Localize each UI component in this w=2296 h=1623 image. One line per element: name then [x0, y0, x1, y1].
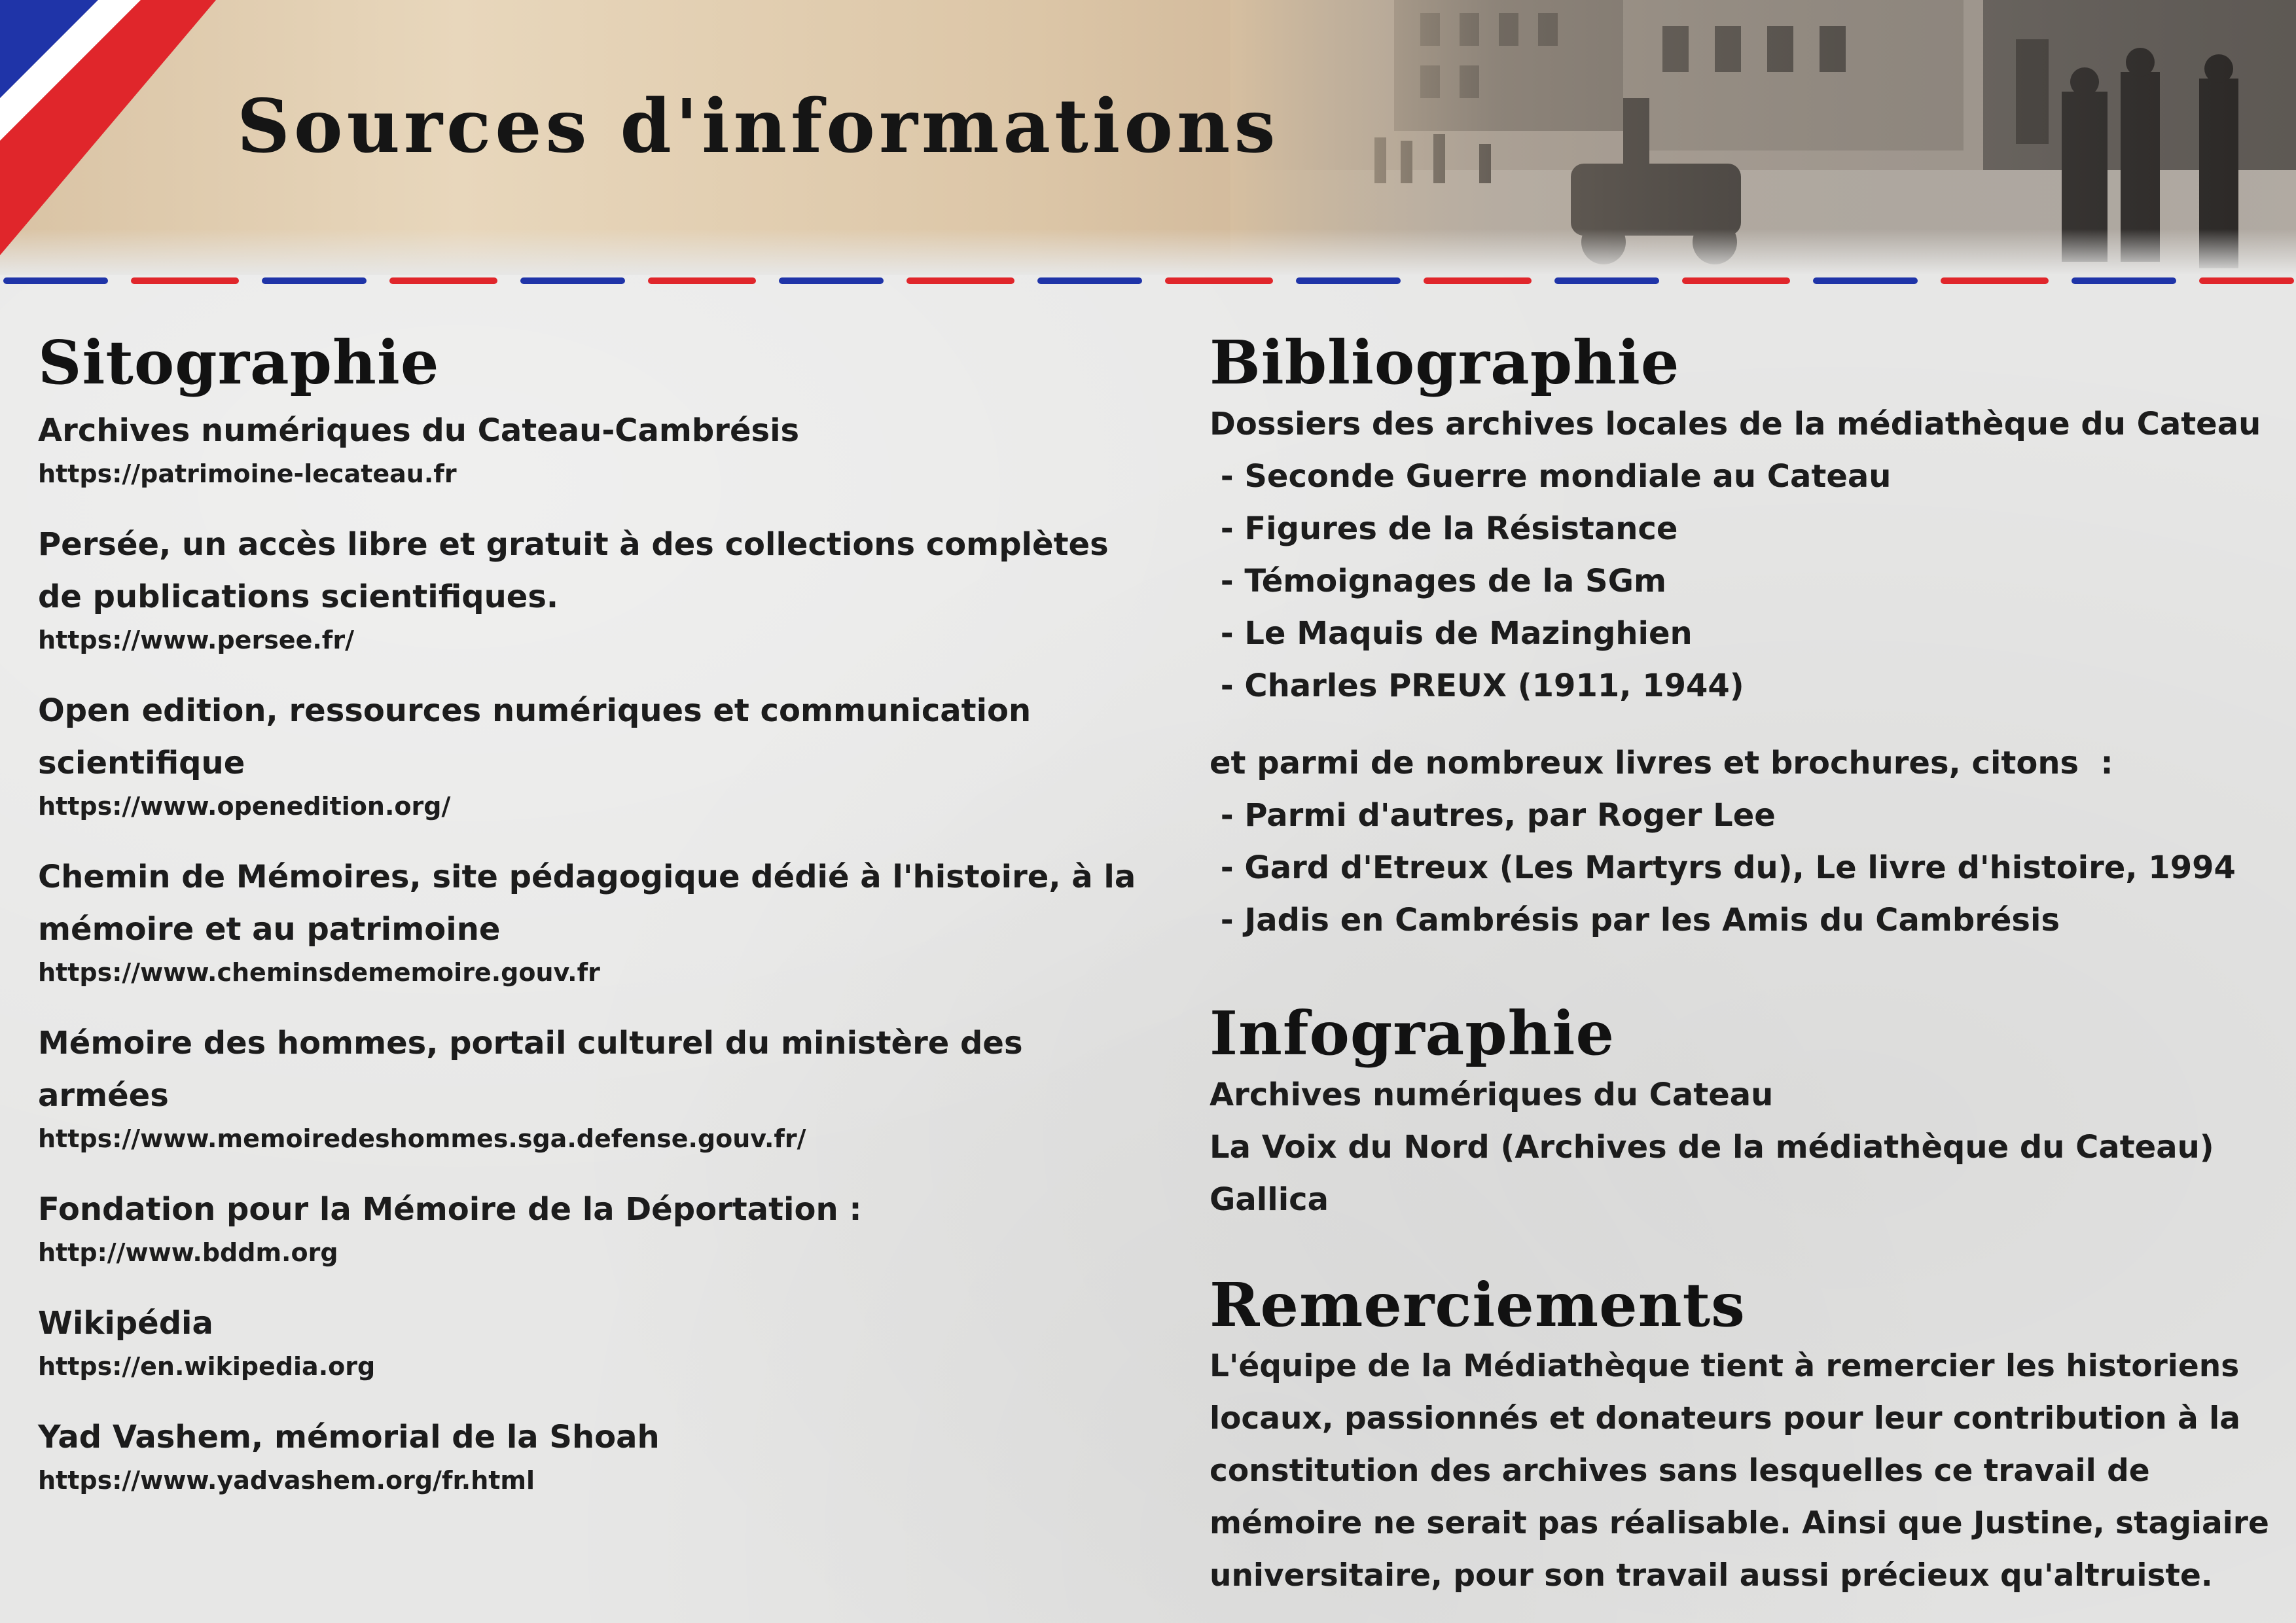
site-entry-url[interactable]: http://www.bddm.org: [38, 1238, 338, 1267]
site-entry-url[interactable]: https://www.yadvashem.org/fr.html: [38, 1466, 535, 1495]
sitographie-title: Sitographie: [38, 327, 440, 398]
list-item: La Voix du Nord (Archives de la médiathèque du Cateau): [1210, 1129, 2214, 1166]
site-entry-title: Open edition, ressources numériques et communication scientifique: [38, 692, 1031, 781]
bibliographie-section: [1210, 327, 2270, 946]
site-entry-title: Wikipédia: [38, 1305, 213, 1342]
list-item: - Parmi d'autres, par Roger Lee: [1210, 797, 1776, 834]
site-entry-title: Yad Vashem, mémorial de la Shoah: [38, 1419, 660, 1455]
list-item: - Le Maquis de Mazinghien: [1210, 615, 1693, 652]
site-entry-title: Archives numériques du Cateau-Cambrésis: [38, 412, 800, 449]
list-item: - Jadis en Cambrésis par les Amis du Cambrésis: [1210, 902, 2060, 938]
site-entry-title: Mémoire des hommes, portail culturel du ministère des armées: [38, 1025, 1023, 1114]
site-entry-title: Fondation pour la Mémoire de la Déportation :: [38, 1191, 862, 1228]
list-item: - Charles PREUX (1911, 1944): [1210, 668, 1744, 704]
site-entry: [38, 851, 1151, 990]
bibliographie-title: Bibliographie: [1210, 327, 1680, 398]
tricolor-sash-icon: [0, 0, 275, 301]
site-entry: [38, 685, 1151, 823]
historic-street-photo: [1230, 0, 2296, 275]
site-entry-url[interactable]: https://www.cheminsdememoire.gouv.fr: [38, 958, 600, 987]
infographie-section: [1210, 998, 2270, 1226]
list-item: - Seconde Guerre mondiale au Cateau: [1210, 458, 1892, 495]
site-entry-url[interactable]: https://www.openedition.org/: [38, 792, 451, 821]
site-entry-title: Chemin de Mémoires, site pédagogique dédié à l'histoire, à la mémoire et au patrimoine: [38, 859, 1136, 948]
list-item: Archives numériques du Cateau: [1210, 1077, 1774, 1113]
remerciements-title: Remerciements: [1210, 1270, 1746, 1340]
site-entry: [38, 518, 1151, 657]
site-entry-url[interactable]: https://patrimoine-lecateau.fr: [38, 459, 457, 488]
site-entry: [38, 1183, 1151, 1270]
header-banner: [0, 0, 2296, 275]
sitographie-section: [38, 327, 1151, 1525]
remerciements-section: [1210, 1270, 2283, 1602]
site-entry-url[interactable]: https://www.persee.fr/: [38, 626, 354, 654]
list-item: - Gard d'Etreux (Les Martyrs du), Le livre d'histoire, 1994: [1210, 849, 2236, 886]
site-entry: [38, 1297, 1151, 1383]
site-entry: [38, 1411, 1151, 1497]
remerciements-text: L'équipe de la Médiathèque tient à remercier les historiens locaux, passionnés et donateurs pour leur contribution à la constitution des archives sans lesquelles ce travail de mémoire ne serait pas réalisable. Ainsi que Justine, stagiaire universitaire, pour son travail aussi précieux qu'altruiste.: [1210, 1348, 2269, 1594]
site-entry: [38, 1017, 1151, 1156]
list-item: - Figures de la Résistance: [1210, 510, 1678, 547]
site-entry-url[interactable]: https://en.wikipedia.org: [38, 1352, 376, 1381]
list-item: - Témoignages de la SGm: [1210, 563, 1666, 599]
bibliographie-intro: Dossiers des archives locales de la médiathèque du Cateau: [1210, 406, 2261, 442]
page-title: Sources d'informations: [237, 84, 1280, 169]
site-entry: [38, 404, 1151, 491]
list-item: Gallica: [1210, 1181, 1329, 1218]
bibliographie-intro-books: et parmi de nombreux livres et brochures, citons :: [1210, 745, 2113, 781]
site-entry-url[interactable]: https://www.memoiredeshommes.sga.defense.gouv.fr/: [38, 1124, 806, 1153]
site-entry-title: Persée, un accès libre et gratuit à des collections complètes de publications scientifiques.: [38, 526, 1109, 615]
infographie-title: Infographie: [1210, 998, 1615, 1069]
tricolor-dashed-divider: [0, 274, 2296, 288]
